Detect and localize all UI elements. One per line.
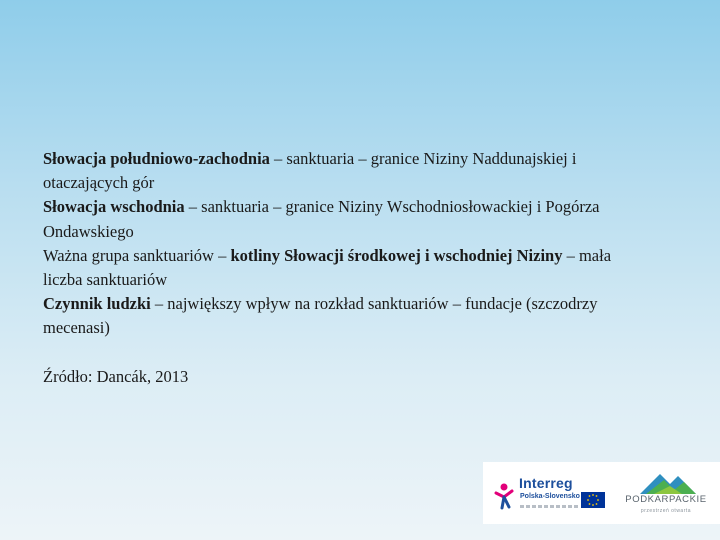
interreg-logo (493, 472, 593, 516)
interreg-fine-print (520, 505, 580, 508)
podkarpackie-tagline: przestrzeń otwarta (640, 508, 692, 514)
text-sanctuary-groups-a: Ważna grupa sanktuariów – (43, 245, 231, 265)
eu-flag-icon (581, 492, 605, 508)
interreg-figure-icon (493, 482, 515, 512)
paragraph-human-factor (43, 292, 643, 340)
paragraph-sanctuary-groups (43, 244, 643, 292)
paragraph-east-slovakia (43, 195, 643, 243)
heading-basins: kotliny Słowacji środkowej i wschodniej Niziny (230, 245, 563, 265)
podkarpackie-name: PODKARPACKIE (625, 494, 707, 505)
source-citation: Źródło: Dancák, 2013 (43, 366, 189, 386)
interreg-programme: Polska-Slovensko (520, 493, 580, 500)
logo-footer (483, 462, 720, 524)
interreg-brand: Interreg (519, 475, 573, 491)
paragraph-southwest-slovakia (43, 147, 643, 195)
podkarpackie-logo (618, 470, 714, 520)
heading-southwest-slovakia: Słowacja południowo-zachodnia (43, 149, 270, 168)
text-sanctuary-groups-b: – mała liczba sanktuariów (43, 245, 612, 290)
text-southwest-slovakia: – sanktuaria – granice Niziny Naddunajskiej i otaczających gór (43, 149, 577, 193)
text-human-factor: – największy wpływ na rozkład sanktuariów – fundacje (szczodrzy mecenasi) (43, 294, 598, 338)
mountains-icon (640, 470, 696, 494)
slide-body (43, 147, 643, 389)
heading-human-factor: Czynnik ludzki (43, 294, 151, 314)
text-east-slovakia: – sanktuaria – granice Niziny Wschodniosłowackiej i Pogórza Ondawskiego (43, 197, 600, 241)
heading-east-slovakia: Słowacja wschodnia (43, 197, 185, 217)
